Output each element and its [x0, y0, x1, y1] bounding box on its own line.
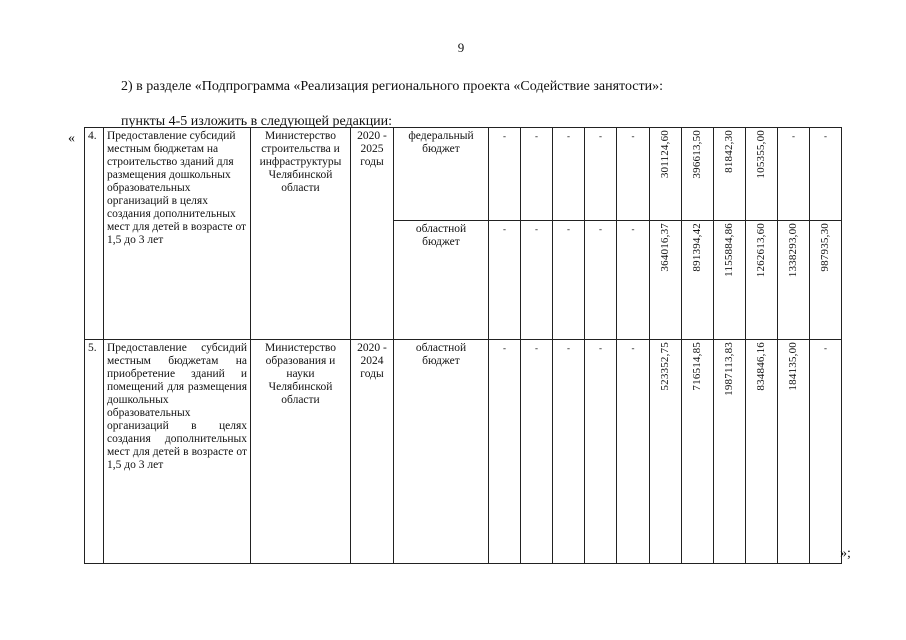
- row-description: Предоставление субсидий местным бюджетам на приобретение зданий и помещений для размещения дошкольных образовательных организаций в целях создания дополнительных мест для детей в возрасте от 1,5 до 3 лет: [104, 340, 251, 564]
- row-years: 2020 - 2024 годы: [351, 340, 394, 564]
- value-cell: 834846,16: [746, 340, 778, 564]
- value-cell: -: [553, 221, 585, 340]
- row-organization: Министерство образования и науки Челябинской области: [251, 340, 351, 564]
- value-cell: 987935,30: [810, 221, 842, 340]
- table-row: [85, 340, 842, 564]
- value-cell: -: [617, 128, 650, 221]
- value-cell: 1262613,60: [746, 221, 778, 340]
- funding-source: областной бюджет: [394, 340, 489, 564]
- value-cell: -: [521, 340, 553, 564]
- value-cell: 396613,50: [682, 128, 714, 221]
- value-cell: -: [585, 221, 617, 340]
- value-cell: 1338293,00: [778, 221, 810, 340]
- instruction-text: пункты 4-5 изложить в следующей редакции:: [121, 114, 393, 129]
- closing-quote: »;: [840, 546, 851, 561]
- value-cell: -: [553, 340, 585, 564]
- opening-quote: «: [68, 131, 75, 146]
- value-cell: 301124,60: [650, 128, 682, 221]
- value-cell: -: [810, 340, 842, 564]
- value-cell: -: [553, 128, 585, 221]
- row-description: Предоставление субсидий местным бюджетам на строительство зданий для размещения дошкольных образовательных организаций в целях создания дополнительных мест для детей в возрасте от 1,5 до 3 лет: [104, 128, 251, 340]
- value-cell: 81842,30: [714, 128, 746, 221]
- value-cell: -: [489, 221, 521, 340]
- value-cell: -: [617, 340, 650, 564]
- value-cell: -: [489, 340, 521, 564]
- table-row: [85, 128, 842, 221]
- value-cell: -: [810, 128, 842, 221]
- row-number: 5.: [85, 340, 104, 564]
- value-cell: -: [521, 221, 553, 340]
- value-cell: 1987113,83: [714, 340, 746, 564]
- value-cell: -: [585, 340, 617, 564]
- value-cell: 523352,75: [650, 340, 682, 564]
- value-cell: 891394,42: [682, 221, 714, 340]
- value-cell: -: [778, 128, 810, 221]
- row-number: 4.: [85, 128, 104, 340]
- value-cell: 364016,37: [650, 221, 682, 340]
- value-cell: 105355,00: [746, 128, 778, 221]
- value-cell: -: [617, 221, 650, 340]
- value-cell: 716514,85: [682, 340, 714, 564]
- value-cell: 184135,00: [778, 340, 810, 564]
- value-cell: 1155884,86: [714, 221, 746, 340]
- funding-source: федеральный бюджет: [394, 128, 489, 221]
- page-number: 9: [457, 40, 465, 55]
- funding-source: областной бюджет: [394, 221, 489, 340]
- row-years: 2020 - 2025 годы: [351, 128, 394, 340]
- program-table: [84, 127, 842, 564]
- section-heading: 2) в разделе «Подпрограмма «Реализация регионального проекта «Содействие занятости»:: [121, 79, 664, 94]
- row-organization: Министерство строительства и инфраструктуры Челябинской области: [251, 128, 351, 340]
- value-cell: -: [521, 128, 553, 221]
- value-cell: -: [489, 128, 521, 221]
- value-cell: -: [585, 128, 617, 221]
